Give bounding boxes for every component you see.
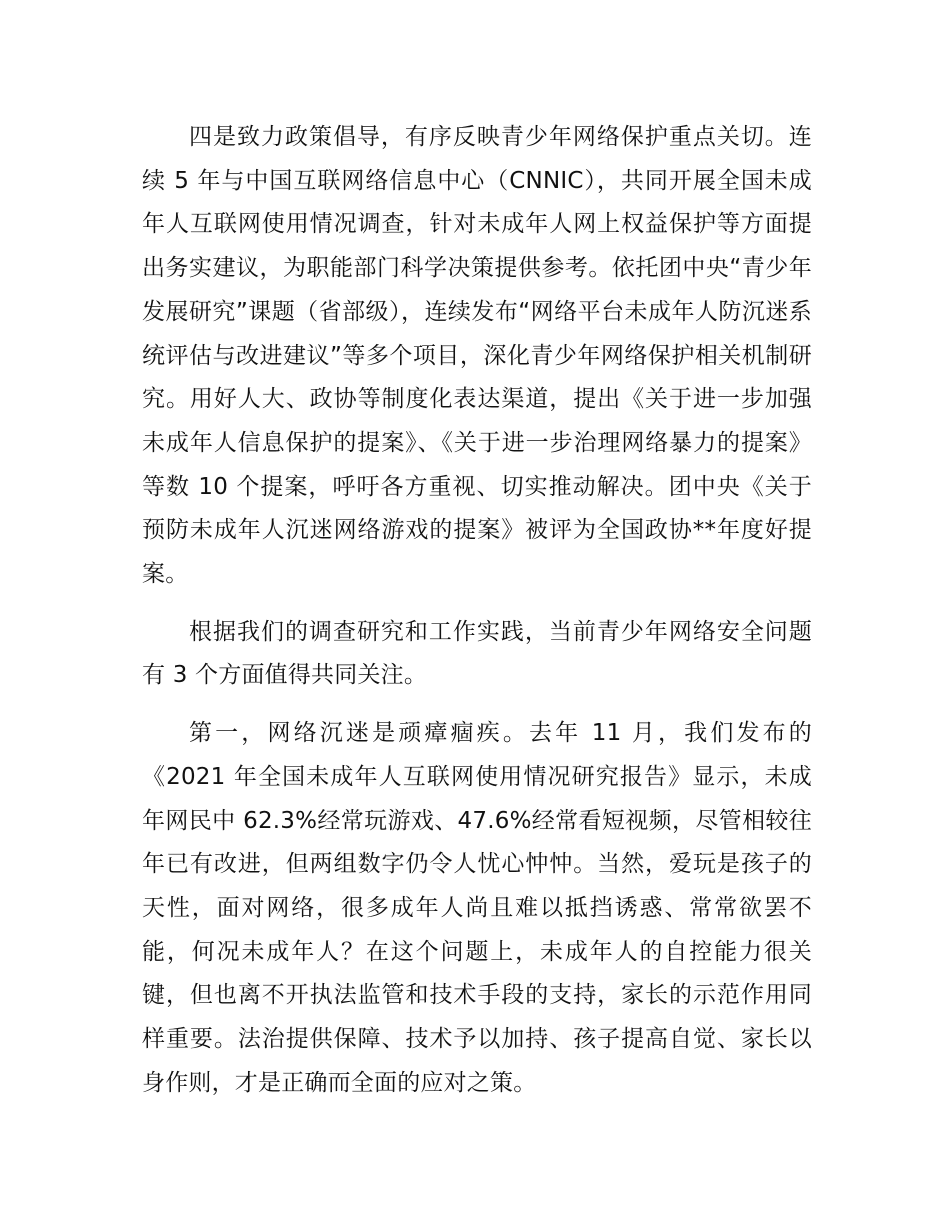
paragraph-policy-advocacy: 四是致力政策倡导，有序反映青少年网络保护重点关切。连续 5 年与中国互联网络信息中心（CNNIC），共同开展全国未成年人互联网使用情况调查，针对未成年人网上权益保护等方面提出务实建议，为职能部门科学决策提供参考。依托团中央“青少年发展研究”课题（省部级），连续发布“网络平台未成年人防沉迷系统评估与改进建议”等多个项目，深化青少年网络保护相关机制研究。用好人大、政协等制度化表达渠道，提出《关于进一步加强未成年人信息保护的提案》、《关于进一步治理网络暴力的提案》等数 10 个提案，呼吁各方重视、切实推动解决。团中央《关于预防未成年人沉迷网络游戏的提案》被评为全国政协**年度好提案。 (142, 124, 812, 588)
paragraph-internet-addiction: 第一，网络沉迷是顽瘴痼疾。去年 11 月，我们发布的《2021 年全国未成年人互联网使用情况研究报告》显示，未成年网民中 62.3%经常玩游戏、47.6%经常看短视频，尽管相较往年已有改进，但两组数字仍令人忧心忡忡。当然，爱玩是孩子的天性，面对网络，很多成年人尚且难以抵挡诱惑、常常欲罢不能，何况未成年人？在这个问题上，未成年人的自控能力很关键，但也离不开执法监管和技术手段的支持，家长的示范作用同样重要。法治提供保障、技术予以加持、孩子提高自觉、家长以身作则，才是正确而全面的应对之策。 (142, 720, 812, 1096)
paragraph-three-concerns: 根据我们的调查研究和工作实践，当前青少年网络安全问题有 3 个方面值得共同关注。 (142, 618, 812, 689)
document-body (142, 116, 812, 1119)
